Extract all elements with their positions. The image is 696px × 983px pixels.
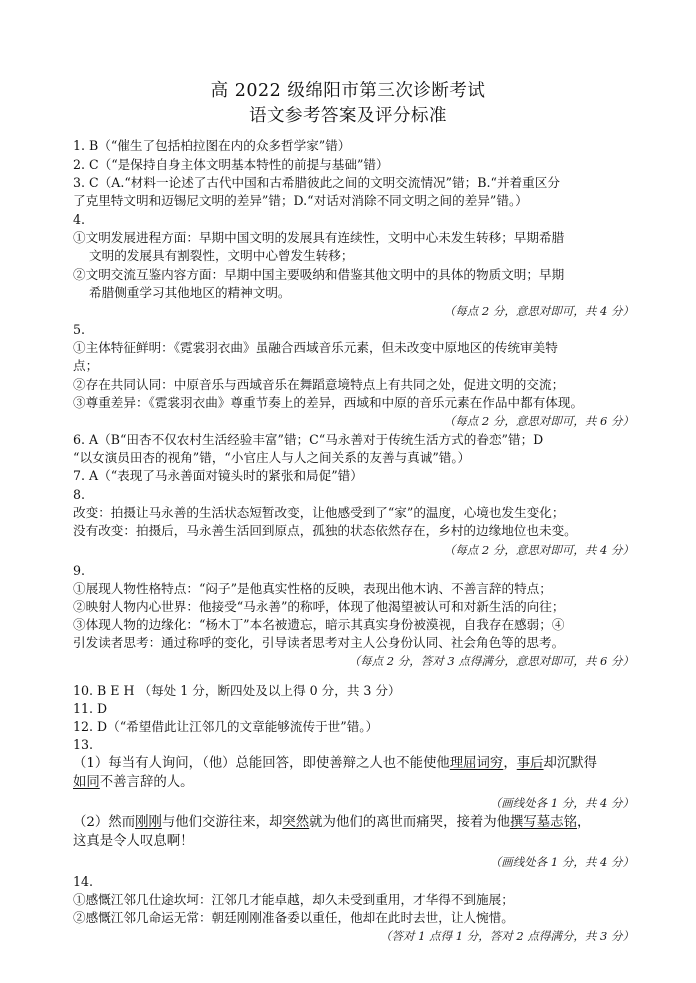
- document-subtitle: 语文参考答案及评分标准: [249, 106, 447, 126]
- answer-q2: 2. C（“是保持自身主体文明基本特性的前提与基础”错）: [73, 157, 389, 172]
- answer-q13-sentence2-line2: 这真是令人叹息啊！: [73, 834, 194, 849]
- answer-q3-line1: 3. C（A.“材料一论述了古代中国和古希腊彼此之间的文明交流情况”错；B.“并着重区分: [73, 175, 560, 190]
- scoring-note-q13-1: （画线处各 1 分，共 4 分）: [489, 796, 634, 810]
- answer-q12: 12. D（“希望借此让江邻几的文章能够流传于世”错。）: [73, 719, 379, 734]
- answer-q13-number: 13.: [73, 737, 94, 752]
- answer-q1: 1. B（“催生了包括柏拉图在内的众多哲学家”错）: [73, 138, 351, 153]
- underlined-key-phrase: 理屈词穷: [449, 756, 504, 771]
- answer-q5-point1: ①主体特征鲜明：《霓裳羽衣曲》虽融合西域音乐元素，但未改变中原地区的传统审美特: [73, 340, 558, 355]
- scoring-note-q9: （每点 2 分，答对 3 点得满分，意思对即可，共 6 分）: [348, 654, 634, 668]
- answer-q9-point1: ①展现人物性格特点：“闷子”是他真实性格的反映，表现出他木讷、不善言辞的特点；: [73, 581, 552, 596]
- underlined-key-phrase: 撰写墓志铭: [510, 815, 577, 830]
- answer-q5-point2: ②存在共同认同：中原音乐与西域音乐在舞蹈意境特点上有共同之处，促进文明的交流；: [73, 377, 565, 392]
- answer-q5-number: 5.: [73, 322, 86, 337]
- underlined-key-phrase: 突然: [282, 815, 310, 830]
- answer-q13-sentence2-line1: （2）然而刚刚与他们交游往来，却突然就为他们的离世而痛哭，接着为他撰写墓志铭，: [73, 815, 591, 830]
- answer-q13-sentence1-line2: 如同不善言辞的人。: [73, 775, 194, 790]
- answer-q14-number: 14.: [73, 874, 94, 889]
- answer-q4-point2: ②文明交流互鉴内容方面：早期中国主要吸纳和借鉴其他文明中的具体的物质文明；早期: [73, 267, 565, 282]
- answer-q9-point4: 引发读者思考：通过称呼的变化，引导读者思考对主人公身份认同、社会角色等的思考。: [73, 635, 565, 650]
- answer-q10: 10. B E H （每处 1 分，断四处及以上得 0 分，共 3 分）: [73, 683, 401, 698]
- document-title: 高 2022 级绵阳市第三次诊断考试: [210, 81, 486, 101]
- answer-q4-point1-cont: 文明的发展具有割裂性，文明中心曾发生转移；: [89, 248, 354, 263]
- underlined-key-phrase: 刚刚: [135, 815, 162, 830]
- answer-q5-point3: ③尊重差异：《霓裳羽衣曲》尊重节奏上的差异，西域和中原的音乐元素在作品中都有体现。: [73, 395, 584, 410]
- underlined-key-phrase: 如同: [73, 775, 100, 790]
- scoring-note-q5: （每点 2 分，意思对即可，共 6 分）: [443, 414, 634, 428]
- scoring-note-q8: （每点 2 分，意思对即可，共 4 分）: [443, 543, 634, 557]
- answer-q6-line2: “以女演员田杏的视角”错，“小官庄人与人之间关系的友善与真诚”错。）: [73, 450, 471, 465]
- answer-q9-point2: ②映射人物内心世界：他接受“马永善”的称呼，体现了他渴望被认可和对新生活的向往；: [73, 599, 565, 614]
- answer-q4-point1: ①文明发展进程方面：早期中国文明的发展具有连续性，文明中心未发生转移；早期希腊: [73, 230, 565, 245]
- answer-q9-number: 9.: [73, 563, 86, 578]
- answer-q14-point2: ②感慨江邻几命运无常：朝廷刚刚准备委以重任，他却在此时去世，让人惋惜。: [73, 910, 514, 925]
- answer-q4-point2-cont: 希腊侧重学习其他地区的精神文明。: [89, 285, 291, 300]
- answer-q8-changed: 改变：拍摄让马永善的生活状态短暂改变，让他感受到了“家”的温度，心境也发生变化；: [73, 505, 565, 520]
- answer-q5-point1-cont: 点；: [73, 358, 99, 373]
- answer-q6-line1: 6. A（B“田杏不仅农村生活经验丰富”错；C“马永善对于传统生活方式的眷恋”错；D: [73, 432, 544, 447]
- answer-q9-point3: ③体现人物的边缘化：“杨木丁”本名被遗忘，暗示其真实身份被漠视，自我存在感弱；④: [73, 617, 565, 632]
- answer-q3-line2: 了克里特文明和迈锡尼文明的差异”错；D.“对话对消除不同文明之间的差异”错。）: [73, 193, 528, 208]
- scoring-note-q13-2: （画线处各 1 分，共 4 分）: [489, 855, 634, 869]
- answer-q13-sentence1-line1: （1）每当有人询问，（他）总能回答，即使善辩之人也不能使他理屈词穷，事后却沉默得: [73, 756, 598, 771]
- answer-q4-number: 4.: [73, 212, 86, 227]
- answer-q7: 7. A（“表现了马永善面对镜头时的紧张和局促”错）: [73, 468, 363, 483]
- underlined-key-phrase: 事后: [516, 756, 544, 771]
- scoring-note-q14: （答对 1 点得 1 分，答对 2 点得满分，共 3 分）: [379, 929, 634, 943]
- answer-q8-number: 8.: [73, 487, 86, 502]
- scoring-note-q4: （每点 2 分，意思对即可，共 4 分）: [443, 304, 634, 318]
- answer-q14-point1: ①感慨江邻几仕途坎坷：江邻几才能卓越，却久未受到重用，才华得不到施展；: [73, 892, 514, 907]
- answer-q8-unchanged: 没有改变：拍摄后，马永善生活回到原点，孤独的状态依然存在，乡村的边缘地位也未变。: [73, 523, 577, 538]
- answer-q11: 11. D: [73, 701, 108, 716]
